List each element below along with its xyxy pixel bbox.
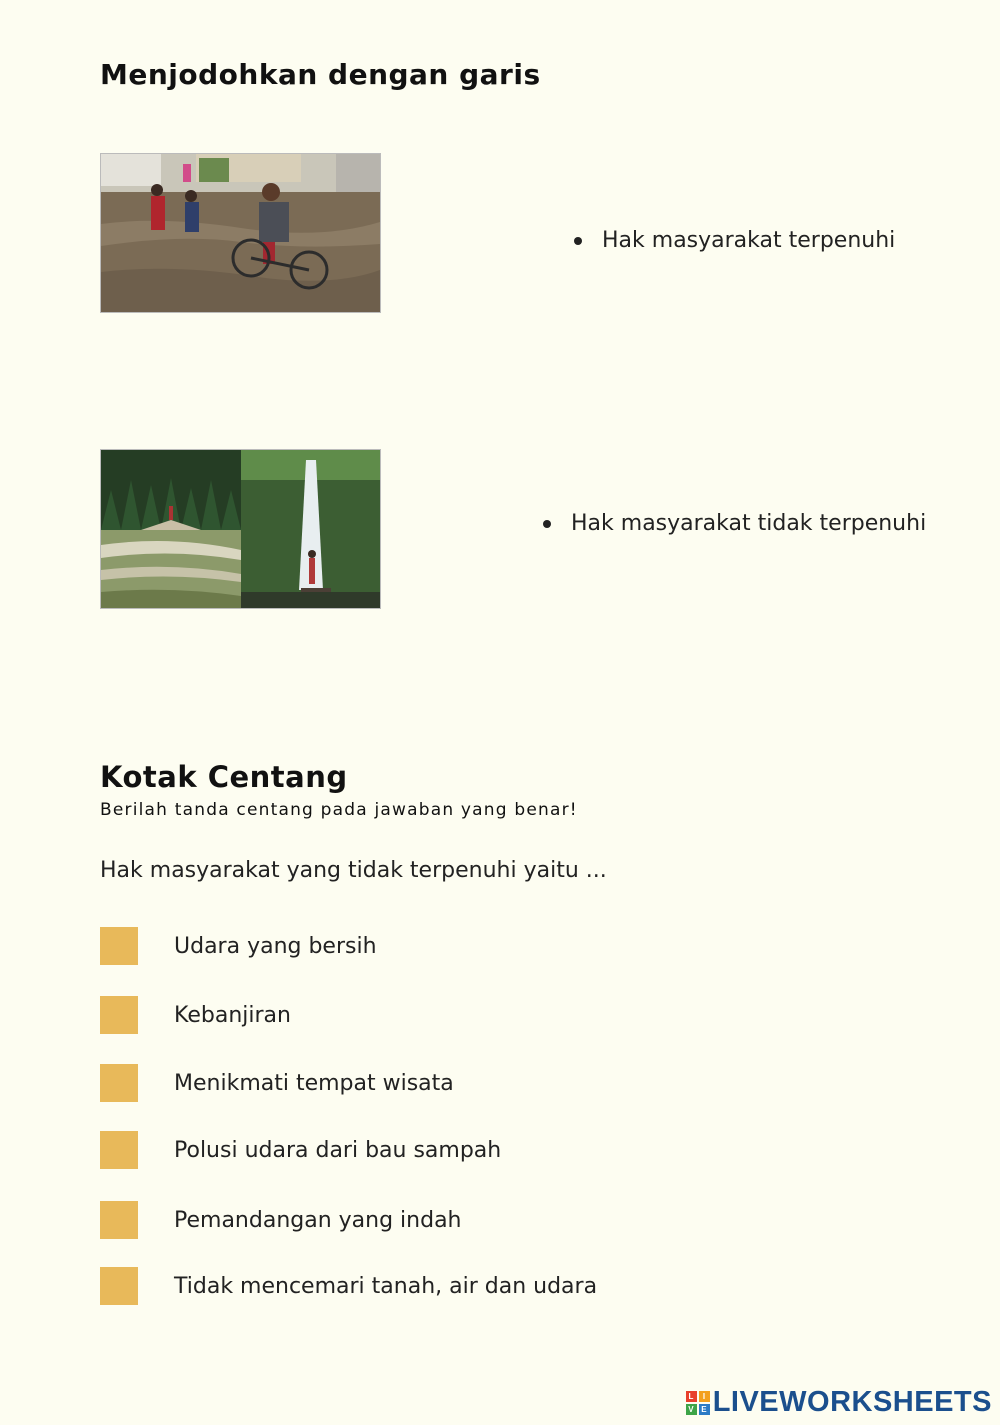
- logo-text: LIVEWORKSHEETS: [712, 1386, 992, 1418]
- checkbox[interactable]: [100, 1267, 138, 1305]
- logo-letter: L: [686, 1391, 697, 1402]
- logo-icon: [686, 1391, 710, 1415]
- choice-tidak-mencemari[interactable]: [100, 1267, 597, 1305]
- flood-illustration: [101, 154, 380, 312]
- liveworksheets-logo[interactable]: [686, 1386, 992, 1419]
- checkbox[interactable]: [100, 996, 138, 1034]
- flood-photo[interactable]: [100, 153, 381, 313]
- checkbox[interactable]: [100, 927, 138, 965]
- choice-label: Polusi udara dari bau sampah: [174, 1137, 502, 1163]
- match-option-rights-not-fulfilled[interactable]: [543, 511, 926, 536]
- checkbox-instructions: Berilah tanda centang pada jawaban yang benar!: [100, 800, 578, 820]
- choice-label: Menikmati tempat wisata: [174, 1070, 454, 1096]
- match-option-label: Hak masyarakat terpenuhi: [602, 228, 896, 253]
- nature-photo[interactable]: [100, 449, 381, 609]
- choice-kebanjiran[interactable]: [100, 996, 291, 1034]
- choice-label: Pemandangan yang indah: [174, 1207, 462, 1233]
- checkbox-title: Kotak Centang: [100, 760, 348, 794]
- choice-udara-bersih[interactable]: [100, 927, 377, 965]
- logo-letter: I: [699, 1391, 710, 1402]
- logo-letter: E: [699, 1404, 710, 1415]
- choice-label: Udara yang bersih: [174, 933, 377, 959]
- choice-tempat-wisata[interactable]: [100, 1064, 454, 1102]
- nature-illustration: [101, 450, 380, 608]
- choice-pemandangan-indah[interactable]: [100, 1201, 462, 1239]
- choice-label: Tidak mencemari tanah, air dan udara: [174, 1273, 598, 1299]
- bullet-icon: [574, 237, 582, 245]
- question-text: Hak masyarakat yang tidak terpenuhi yaitu ...: [100, 858, 607, 883]
- checkbox[interactable]: [100, 1201, 138, 1239]
- match-option-rights-fulfilled[interactable]: [574, 228, 895, 253]
- match-option-label: Hak masyarakat tidak terpenuhi: [571, 511, 927, 536]
- choice-polusi-udara[interactable]: [100, 1131, 501, 1169]
- choice-label: Kebanjiran: [174, 1002, 291, 1028]
- matching-title: Menjodohkan dengan garis: [100, 58, 541, 91]
- checkbox[interactable]: [100, 1131, 138, 1169]
- checkbox[interactable]: [100, 1064, 138, 1102]
- logo-letter: V: [686, 1404, 697, 1415]
- bullet-icon: [543, 520, 551, 528]
